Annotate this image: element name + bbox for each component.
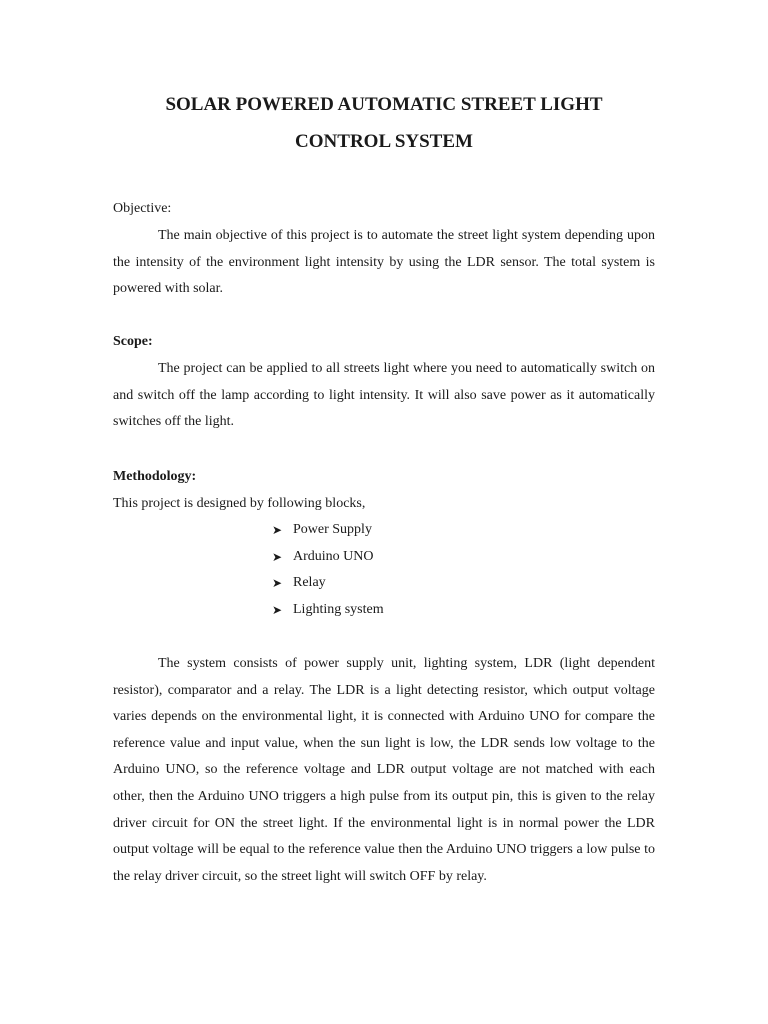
block-label: Lighting system	[293, 602, 384, 618]
scope-paragraph: The project can be applied to all streets light where you need to automatically switch on and switch off the lamp according to light intensity. It will also save power as it automatically switches off the light.	[113, 361, 655, 430]
document-title-line-2: CONTROL SYSTEM	[295, 131, 473, 152]
list-item	[272, 570, 384, 597]
block-label: Power Supply	[293, 522, 372, 538]
block-label: Arduino UNO	[293, 548, 374, 564]
scope-heading: Scope:	[113, 334, 153, 349]
list-item	[272, 517, 384, 544]
methodology-intro: This project is designed by following blocks,	[113, 496, 366, 511]
arrowhead-bullet-icon: ➤	[272, 576, 283, 591]
methodology-heading: Methodology:	[113, 469, 197, 484]
objective-heading: Objective:	[113, 201, 172, 216]
document-title-line-1: SOLAR POWERED AUTOMATIC STREET LIGHT	[165, 94, 603, 115]
blocks-list	[272, 517, 384, 623]
objective-paragraph: The main objective of this project is to automate the street light system depending upon the intensity of the environment light intensity by using the LDR sensor. The total system is powered with solar.	[113, 228, 655, 297]
arrowhead-bullet-icon: ➤	[272, 603, 283, 618]
block-label: Relay	[293, 575, 326, 591]
list-item	[272, 597, 384, 624]
arrowhead-bullet-icon: ➤	[272, 549, 283, 564]
system-description-paragraph: The system consists of power supply unit, lighting system, LDR (light dependent resistor), comparator and a relay. The LDR is a light detecting resistor, which output voltage varies depends on the environmental light, it is connected with Arduino UNO for compare the reference value and input value, when the sun light is low, the LDR sends low voltage to the Arduino UNO, so the reference voltage and LDR output voltage are not matched with each other, then the Arduino UNO triggers a high pulse from its output pin, this is given to the relay driver circuit for ON the street light. If the environmental light is in normal power the LDR output voltage will be equal to the reference value then the Arduino UNO triggers a low pulse to the relay driver circuit, so the street light will switch OFF by relay.	[113, 656, 655, 884]
list-item	[272, 544, 384, 571]
arrowhead-bullet-icon: ➤	[272, 523, 283, 538]
